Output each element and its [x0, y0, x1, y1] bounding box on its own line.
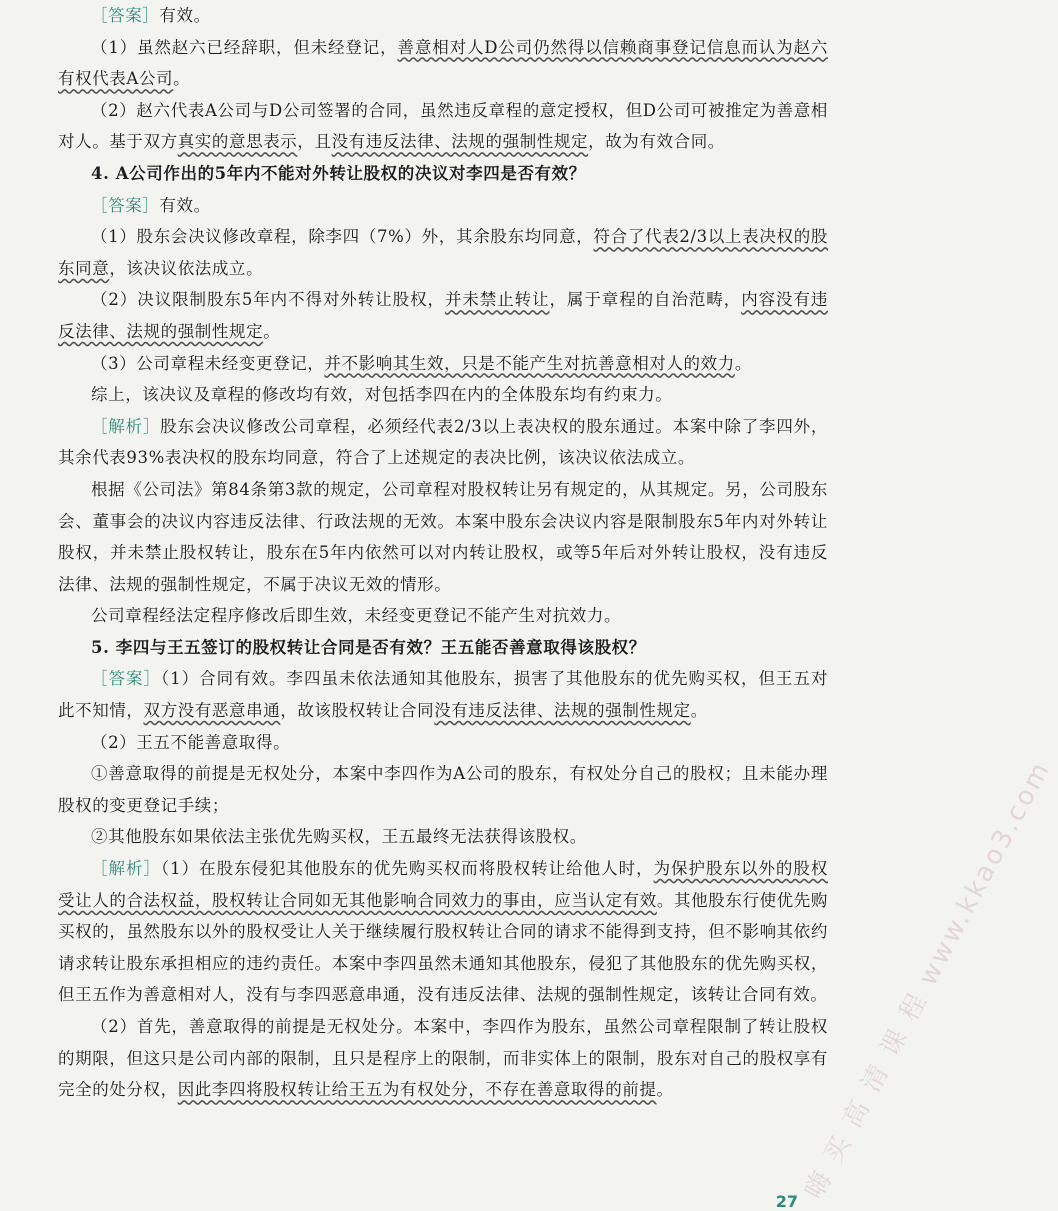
- answer-point: （1）虽然赵六已经辞职，但未经登记，善意相对人D公司仍然得以信赖商事登记信息而认为赵六有权代表A公司。: [58, 37, 828, 89]
- analysis-paragraph: ［解析］股东会决议修改公司章程，必须经代表2/3以上表决权的股东通过。本案中除了李四外，其余代表93%表决权的股东均同意，符合了上述规定的表决比例，该决议依法成立。: [58, 416, 828, 468]
- answer-point: ①善意取得的前提是无权处分，本案中李四作为A公司的股东，有权处分自己的股权；且未能办理股权的变更登记手续；: [58, 764, 828, 815]
- answer-tag: ［答案］: [91, 6, 160, 25]
- document-page: [58, 0, 828, 1106]
- underlined-text: 内容没有违反法律、法规的强制性规定: [58, 290, 828, 341]
- analysis-paragraph: 公司章程经法定程序修改后即生效，未经变更登记不能产生对抗效力。: [91, 606, 622, 626]
- underlined-text: 真实的意思表示: [177, 132, 298, 152]
- analysis-tag: ［解析］: [91, 416, 161, 436]
- underlined-text: 没有违反法律、法规的强制性规定: [331, 132, 589, 152]
- analysis-tag: ［解析］: [91, 859, 161, 879]
- answer-point: （2）王五不能善意取得。: [91, 732, 291, 752]
- underlined-text: 符合了代表2/3以上表决权的股东同意: [58, 227, 828, 278]
- answer-paragraph: ［答案］（1）合同有效。李四虽未依法通知其他股东，损害了其他股东的优先购买权，但王五对此不知情，双方没有恶意串通，故该股权转让合同没有违反法律、法规的强制性规定。: [58, 669, 828, 721]
- analysis-paragraph: （2）首先，善意取得的前提是无权处分。本案中，李四作为股东，虽然公司章程限制了转让股权的期限，但这只是公司内部的限制，且只是程序上的限制，而非实体上的限制，股东对自己的股权享有完全的处分权，因此李四将股权转让给王五为有权处分，不存在善意取得的前提。: [58, 1017, 828, 1100]
- watermark: 嗨 买 高 清 课 程 www.kkao3.com: [799, 755, 1058, 1204]
- question-heading: 5. 李四与王五签订的股权转让合同是否有效？王五能否善意取得该股权？: [91, 637, 646, 657]
- answer-tag: ［答案］: [91, 669, 161, 689]
- page-number: 27: [775, 1192, 798, 1211]
- analysis-paragraph: 根据《公司法》第84条第3款的规定，公司章程对股权转让另有规定的，从其规定。另，公司股东会、董事会的决议内容违反法律、行政法规的无效。本案中股东会决议内容是限制股东5年内对外转让股权，并未禁止股权转让，股东在5年内依然可以对内转让股权，或等5年后对外转让股权，没有违反法律、法规的强制性规定，不属于决议无效的情形。: [58, 479, 828, 594]
- answer-paragraph: ［答案］有效。: [91, 6, 211, 25]
- underlined-text: 并未禁止转让: [444, 290, 550, 310]
- answer-point: （3）公司章程未经变更登记，并不影响其生效，只是不能产生对抗善意相对人的效力。: [91, 353, 752, 373]
- underlined-text: 双方没有恶意串通: [143, 701, 281, 721]
- answer-tag: ［答案］: [91, 195, 160, 215]
- summary-paragraph: 综上，该决议及章程的修改均有效，对包括李四在内的全体股东均有约束力。: [91, 385, 673, 405]
- analysis-paragraph: ［解析］（1）在股东侵犯其他股东的优先购买权而将股权转让给他人时，为保护股东以外的股权受让人的合法权益，股权转让合同如无其他影响合同效力的事由，应当认定有效。其他股东行使优先购买权的，虽然股东以外的股权受让人关于继续履行股权转让合同的请求不能得到支持，但不影响其依约请求转让股东承担相应的违约责任。本案中李四虽然未通知其他股东，侵犯了其他股东的优先购买权，但王五作为善意相对人，没有与李四恶意串通，没有违反法律、法规的强制性规定，该转让合同有效。: [58, 859, 829, 1005]
- underlined-text: 没有违反法律、法规的强制性规定: [434, 701, 691, 721]
- answer-point: （2）决议限制股东5年内不得对外转让股权，并未禁止转让，属于章程的自治范畴，内容没有违反法律、法规的强制性规定。: [58, 290, 828, 341]
- underlined-text: 善意相对人D公司仍然得以信赖商事登记信息而认为赵六有权代表A公司: [58, 37, 828, 89]
- underlined-text: 为保护股东以外的股权受让人的合法权益，股权转让合同如无其他影响合同效力的事由，应当认定有效: [58, 859, 828, 910]
- question-heading: 4. A公司作出的5年内不能对外转让股权的决议对李四是否有效？: [91, 163, 586, 183]
- answer-paragraph: ［答案］有效。: [91, 195, 211, 215]
- underlined-text: 因此李四将股权转让给王五为有权处分，不存在善意取得的前提: [177, 1080, 657, 1100]
- answer-point: （2）赵六代表A公司与D公司签署的合同，虽然违反章程的意定授权，但D公司可被推定为善意相对人。基于双方真实的意思表示，且没有违反法律、法规的强制性规定，故为有效合同。: [58, 100, 828, 152]
- answer-point: ②其他股东如果依法主张优先购买权，王五最终无法获得该股权。: [91, 827, 587, 847]
- underlined-text: 并不影响其生效，只是不能产生对抗善意相对人的效力: [324, 353, 735, 373]
- answer-point: （1）股东会决议修改章程，除李四（7%）外，其余股东均同意，符合了代表2/3以上表决权的股东同意，该决议依法成立。: [58, 227, 828, 278]
